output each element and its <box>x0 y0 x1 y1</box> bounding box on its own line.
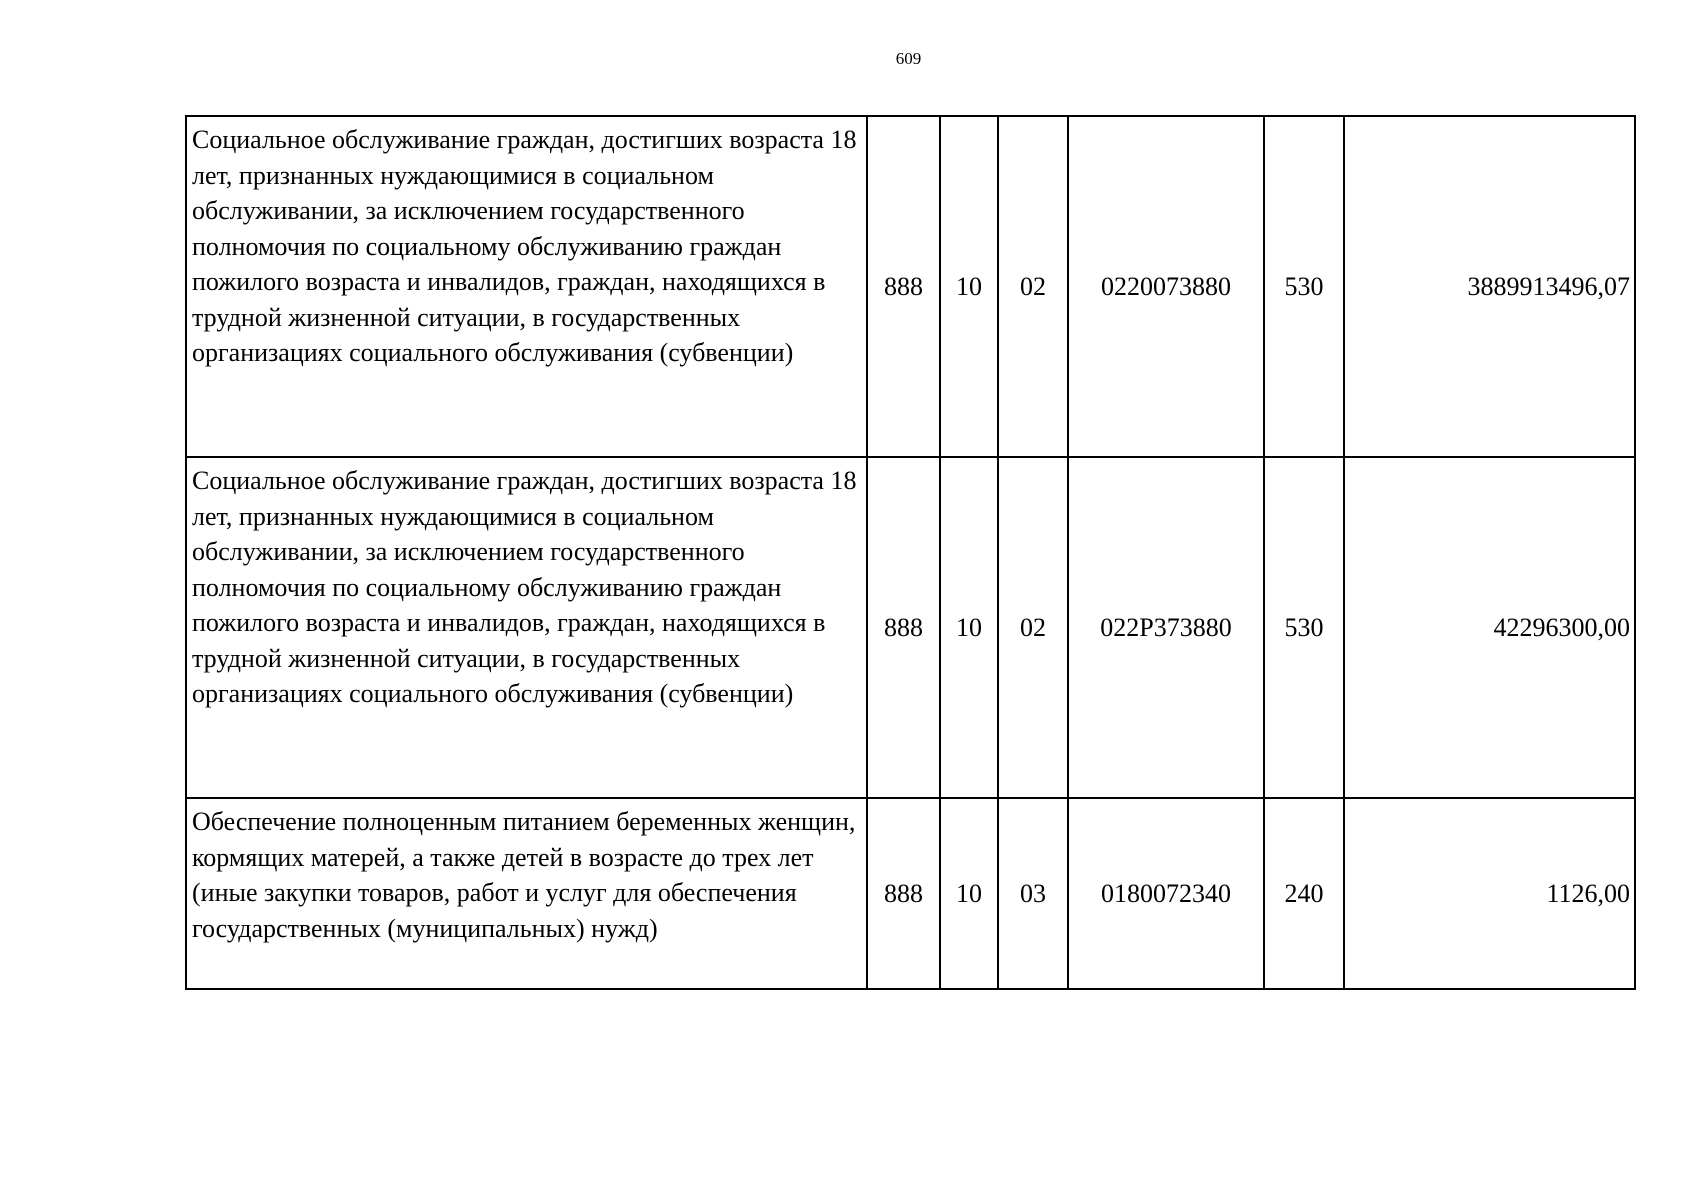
expense-type-code: 240 <box>1264 798 1344 989</box>
amount-value: 3889913496,07 <box>1344 116 1635 457</box>
table-row <box>186 457 1635 798</box>
expense-description: Социальное обслуживание граждан, достигших возраста 18 лет, признанных нуждающимися в социальном обслуживании, за исключением государственного полномочия по социальному обслуживанию граждан пожилого возраста и инвалидов, граждан, находящихся в трудной жизненной ситуации, в государственных организациях социального обслуживания (субвенции) <box>186 116 867 457</box>
section-code: 10 <box>940 457 998 798</box>
page-number: 609 <box>895 49 922 68</box>
ministry-code: 888 <box>867 798 940 989</box>
table-row <box>186 798 1635 989</box>
target-article-code: 022P373880 <box>1068 457 1264 798</box>
subsection-code: 02 <box>998 116 1068 457</box>
budget-table <box>185 115 1636 990</box>
expense-type-code: 530 <box>1264 457 1344 798</box>
ministry-code: 888 <box>867 116 940 457</box>
ministry-code: 888 <box>867 457 940 798</box>
section-code: 10 <box>940 798 998 989</box>
expense-description: Обеспечение полноценным питанием беременных женщин, кормящих матерей, а также детей в возрасте до трех лет (иные закупки товаров, работ и услуг для обеспечения государственных (муниципальных) нужд) <box>186 798 867 989</box>
subsection-code: 02 <box>998 457 1068 798</box>
table-row <box>186 116 1635 457</box>
expense-description: Социальное обслуживание граждан, достигших возраста 18 лет, признанных нуждающимися в социальном обслуживании, за исключением государственного полномочия по социальному обслуживанию граждан пожилого возраста и инвалидов, граждан, находящихся в трудной жизненной ситуации, в государственных организациях социального обслуживания (субвенции) <box>186 457 867 798</box>
target-article-code: 0220073880 <box>1068 116 1264 457</box>
amount-value: 42296300,00 <box>1344 457 1635 798</box>
amount-value: 1126,00 <box>1344 798 1635 989</box>
target-article-code: 0180072340 <box>1068 798 1264 989</box>
section-code: 10 <box>940 116 998 457</box>
expense-type-code: 530 <box>1264 116 1344 457</box>
subsection-code: 03 <box>998 798 1068 989</box>
